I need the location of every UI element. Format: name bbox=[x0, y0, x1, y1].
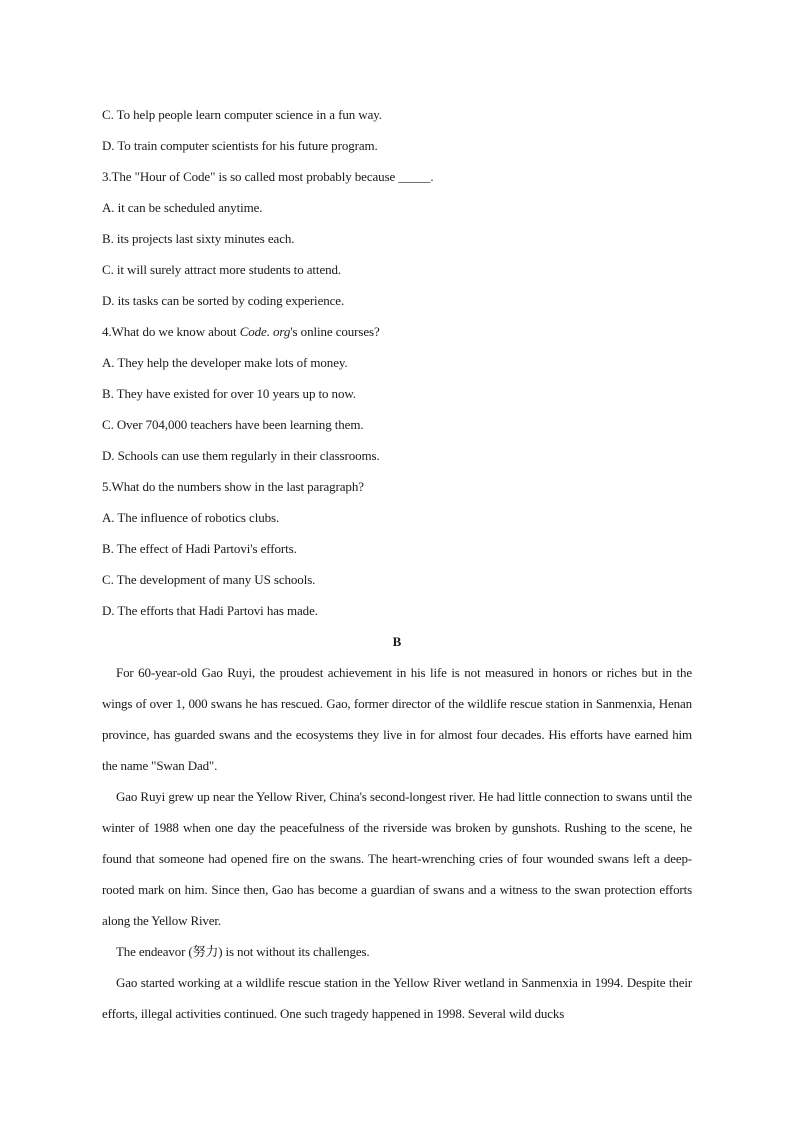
question-4-site-name: Code. org bbox=[239, 324, 291, 339]
question-4-option-a: A. They help the developer make lots of money. bbox=[102, 355, 348, 370]
question-3-option-c: C. it will surely attract more students to attend. bbox=[102, 262, 342, 277]
question-5-option-b: B. The effect of Hadi Partovi's efforts. bbox=[102, 541, 297, 556]
question-4-suffix: 's online courses? bbox=[290, 324, 380, 339]
question-4-option-b: B. They have existed for over 10 years up to now. bbox=[102, 386, 356, 401]
question-2-option-d: D. To train computer scientists for his future program. bbox=[102, 138, 378, 153]
passage-paragraph-3: The endeavor (努力) is not without its challenges. bbox=[116, 944, 370, 959]
question-5-option-a: A. The influence of robotics clubs. bbox=[102, 510, 280, 525]
passage-paragraph-1: For 60-year-old Gao Ruyi, the proudest achievement in his life is not measured in honors or riches but in the wings of over 1, 000 swans he has rescued. Gao, former director of the wildlife rescue station in Sanmenxia, Henan province, has guarded swans and the ecosystems they live in for almost four decades. His efforts have earned him the name "Swan Dad". bbox=[102, 665, 692, 773]
passage-paragraph-4: Gao started working at a wildlife rescue station in the Yellow River wetland in Sanmenxia in 1994. Despite their efforts, illegal activities continued. One such tragedy happened in 1998. Several wild ducks bbox=[102, 975, 692, 1021]
question-2-option-c: C. To help people learn computer science in a fun way. bbox=[102, 107, 382, 122]
question-5-option-d: D. The efforts that Hadi Partovi has made. bbox=[102, 603, 318, 618]
question-3-option-a: A. it can be scheduled anytime. bbox=[102, 200, 263, 215]
section-b-heading: B bbox=[392, 634, 402, 649]
document-content bbox=[102, 99, 692, 1029]
question-5-option-c: C. The development of many US schools. bbox=[102, 572, 316, 587]
passage-paragraph-2: Gao Ruyi grew up near the Yellow River, China's second-longest river. He had little connection to swans until the winter of 1988 when one day the peacefulness of the riverside was broken by gunshots. Rushing to the scene, he found that someone had opened fire on the swans. The heart-wrenching cries of four wounded swans left a deep-rooted mark on him. Since then, Gao has become a guardian of swans and a witness to the swan protection efforts along the Yellow River. bbox=[102, 789, 692, 928]
question-3-stem: 3.The "Hour of Code" is so called most probably because _____. bbox=[102, 169, 434, 184]
question-3-option-d: D. its tasks can be sorted by coding experience. bbox=[102, 293, 345, 308]
question-4-prefix: 4.What do we know about bbox=[102, 324, 240, 339]
question-5-stem: 5.What do the numbers show in the last paragraph? bbox=[102, 479, 364, 494]
question-4-option-d: D. Schools can use them regularly in their classrooms. bbox=[102, 448, 380, 463]
question-4-option-c: C. Over 704,000 teachers have been learning them. bbox=[102, 417, 364, 432]
question-4-stem bbox=[102, 316, 692, 347]
question-3-option-b: B. its projects last sixty minutes each. bbox=[102, 231, 295, 246]
